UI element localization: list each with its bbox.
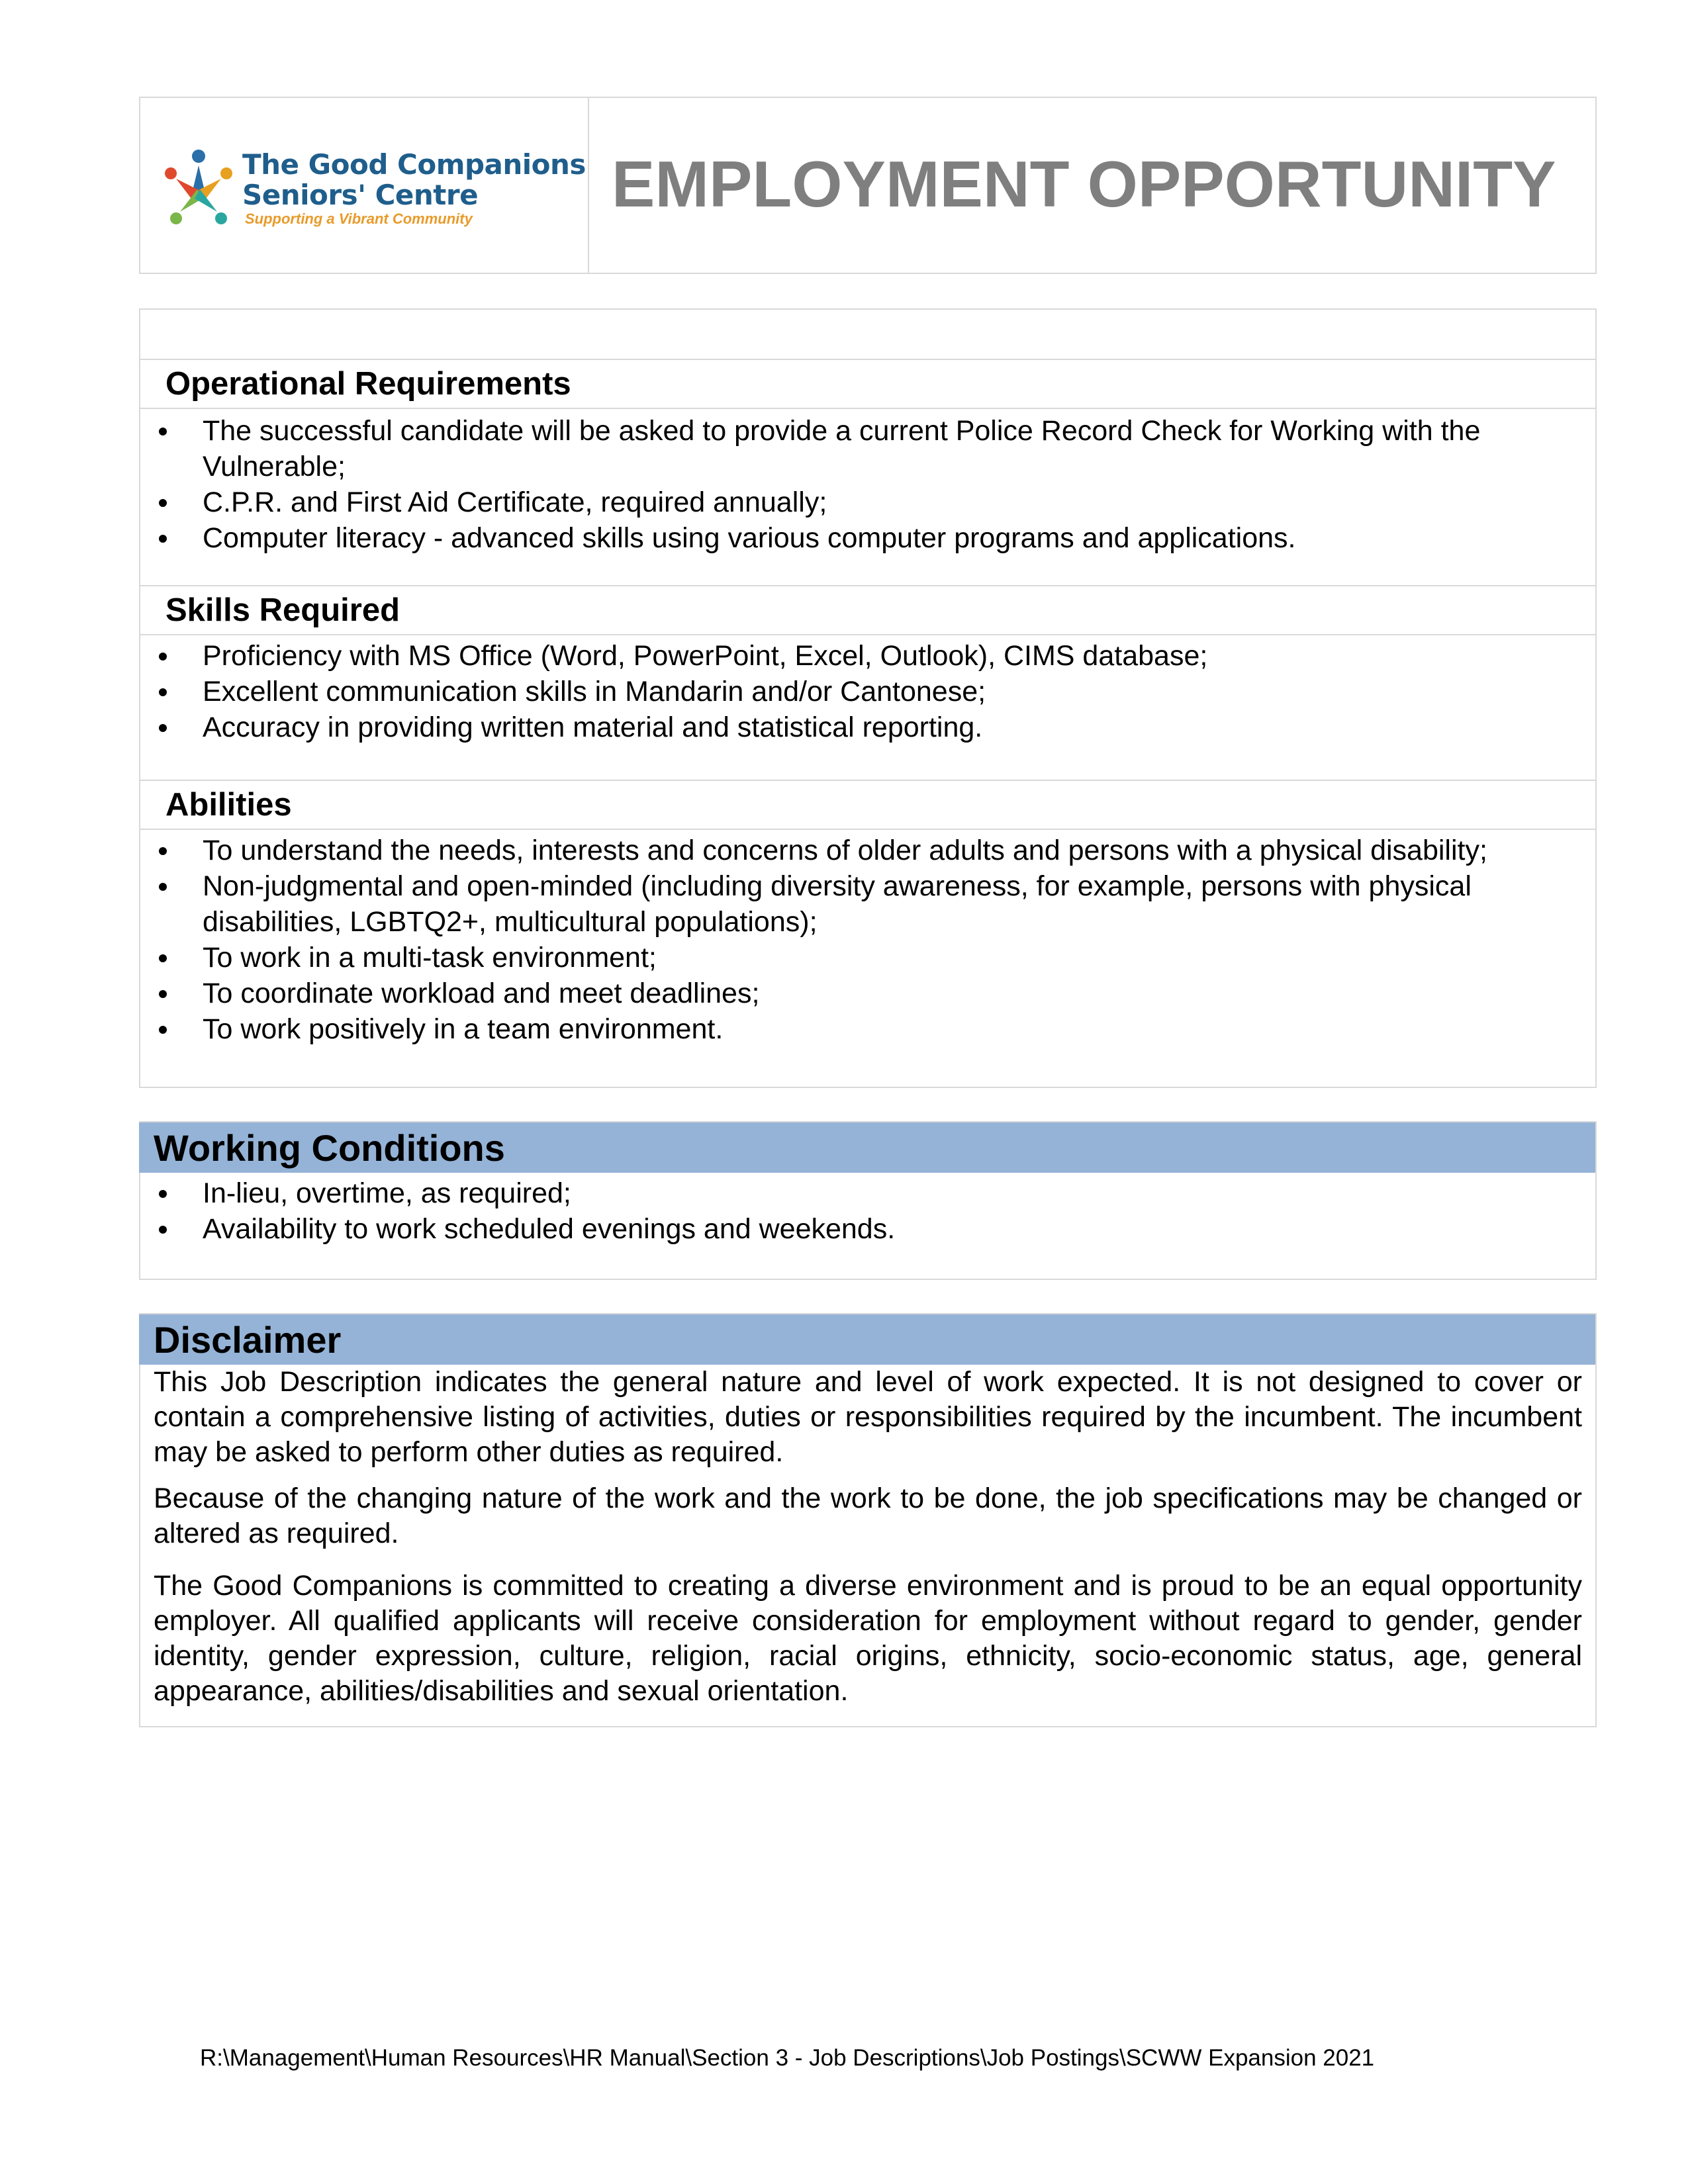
row-divider bbox=[139, 359, 1597, 360]
list-item: Proficiency with MS Office (Word, PowerPoint, Excel, Outlook), CIMS database; bbox=[152, 638, 1589, 674]
skills-list bbox=[152, 638, 1589, 745]
working-conditions-band bbox=[139, 1122, 1595, 1173]
list-item: To work in a multi-task environment; bbox=[152, 940, 1589, 976]
list-item: Accuracy in providing written material and statistical reporting. bbox=[152, 709, 1589, 745]
section-heading-skills: Skills Required bbox=[165, 592, 400, 628]
list-item: The successful candidate will be asked to provide a current Police Record Check for Working with the Vulnerable; bbox=[152, 413, 1589, 484]
list-item: Excellent communication skills in Mandarin and/or Cantonese; bbox=[152, 674, 1589, 709]
list-item: C.P.R. and First Aid Certificate, required annually; bbox=[152, 484, 1589, 520]
bullet-icon bbox=[159, 653, 167, 660]
bullet-icon bbox=[159, 688, 167, 696]
row-divider bbox=[139, 634, 1597, 635]
row-divider bbox=[139, 408, 1597, 409]
people-logo-icon bbox=[158, 147, 240, 229]
logo-title-line2: Seniors' Centre bbox=[242, 179, 479, 211]
list-item: Non-judgmental and open-minded (including diversity awareness, for example, persons with physical disabilities, LGBTQ2+, multicultural populations); bbox=[152, 868, 1589, 940]
disclaimer-paragraph: The Good Companions is committed to creating a diverse environment and is proud to be an equal opportunity employer. All qualified applicants will receive consideration for employment without regard to gender, gender identity, gender expression, culture, religion, racial origins, ethnicity, socio-economic status, age, general appearance, abilities/disabilities and sexual orientation. bbox=[154, 1570, 1582, 1707]
bullet-icon bbox=[159, 847, 167, 855]
row-divider bbox=[139, 829, 1597, 830]
disclaimer-paragraph: Because of the changing nature of the work and the work to be done, the job specifications may be changed or altered as required. bbox=[154, 1482, 1582, 1549]
row-divider bbox=[139, 585, 1597, 586]
list-item: To understand the needs, interests and concerns of older adults and persons with a physical disability; bbox=[152, 833, 1589, 868]
bullet-icon bbox=[159, 954, 167, 962]
operational-list bbox=[152, 413, 1589, 556]
list-item: To work positively in a team environment. bbox=[152, 1011, 1589, 1047]
working-conditions-list bbox=[152, 1175, 1589, 1247]
section-heading-working-conditions: Working Conditions bbox=[154, 1127, 505, 1169]
list-item: Availability to work scheduled evenings and weekends. bbox=[152, 1211, 1589, 1247]
logo-tagline: Supporting a Vibrant Community bbox=[245, 210, 473, 227]
disclaimer-paragraph: This Job Description indicates the general nature and level of work expected. It is not designed to cover or contain a comprehensive listing of activities, duties or responsibilities required by the incumbent. The incumbent may be asked to perform other duties as required. bbox=[154, 1366, 1582, 1468]
logo-title-line1: The Good Companions bbox=[242, 148, 586, 181]
abilities-list bbox=[152, 833, 1589, 1047]
section-heading-abilities: Abilities bbox=[165, 787, 292, 823]
list-item: Computer literacy - advanced skills using various computer programs and applications. bbox=[152, 520, 1589, 556]
header-divider bbox=[588, 97, 589, 274]
footer-file-path: R:\Management\Human Resources\HR Manual\Section 3 - Job Descriptions\Job Postings\SCWW Expansion 2021 bbox=[200, 2045, 1375, 2071]
bullet-icon bbox=[159, 724, 167, 732]
bullet-icon bbox=[159, 535, 167, 543]
bullet-icon bbox=[159, 1226, 167, 1234]
row-divider bbox=[139, 780, 1597, 781]
section-heading-disclaimer: Disclaimer bbox=[154, 1319, 342, 1361]
bullet-icon bbox=[159, 883, 167, 891]
bullet-icon bbox=[159, 499, 167, 507]
section-heading-operational: Operational Requirements bbox=[165, 366, 571, 402]
page-title: EMPLOYMENT OPPORTUNITY bbox=[612, 148, 1556, 220]
list-item: In-lieu, overtime, as required; bbox=[152, 1175, 1589, 1211]
bullet-icon bbox=[159, 990, 167, 998]
bullet-icon bbox=[159, 428, 167, 435]
bullet-icon bbox=[159, 1190, 167, 1198]
disclaimer-band bbox=[139, 1314, 1595, 1365]
bullet-icon bbox=[159, 1026, 167, 1034]
organization-logo bbox=[154, 144, 586, 230]
list-item: To coordinate workload and meet deadlines; bbox=[152, 976, 1589, 1011]
